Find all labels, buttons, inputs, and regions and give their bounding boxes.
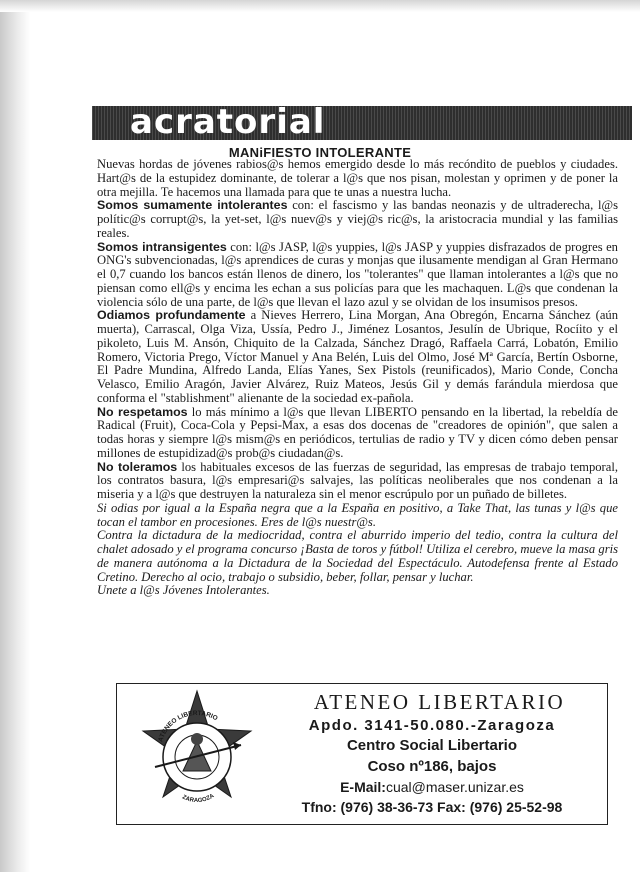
paragraph-text: con: el fascismo y las bandas neonazis y de ultraderecha, l@s polític@s corrupt@s, la yet-set, l@s nuev@s y viej@s ric@s, la aristocracia mundial y las familias reales. xyxy=(97,198,618,240)
logo-text-bottom xyxy=(181,793,216,804)
banner-word: acratorial xyxy=(130,102,326,142)
scan-shadow-left xyxy=(0,0,30,872)
fax-label: Fax: xyxy=(437,799,466,815)
paragraph-intransigentes xyxy=(97,241,618,310)
ateneo-star-logo xyxy=(137,689,257,819)
card-title: ATENEO LIBERTARIO xyxy=(313,690,566,714)
closing-line-1: Si odias por igual a la España negra que a la España en positivo, a Take That, las tunas y l@s que tocan el tambor en procesiones. Eres de l@s nuestr@s. xyxy=(97,500,618,529)
logo-text-top-path: ATENEO LIBERTARIO xyxy=(157,709,219,743)
paragraph-text: a Nieves Herrero, Lina Morgan, Ana Obregón, Encarna Sánchez (aún muerta), Carrascal, Olga Viza, Ussía, Pedro J., Jiménez Losantos, Jesulín de Ubrique, Rocíito y el pikoleto, Luis M. Ansón, Chiquito de la Calzada, Sánchez Dragó, Raffaela Carrá, Lobatón, Emilio Romero, Victoria Prego, Víctor Manuel y Ana Belén, Luis del Olmo, José Mª García, Bertín Osborne, El Padre Mundina, Alfredo Landa, Elías Yanes, Sex Pistols (reunificados), Mario Conde, Concha Velasco, Emilio Aragón, Javier Alvárez, Ruiz Mateos, Jesús Gil y demás farándula mierdosa que conforma el "stablishment" alienante de la sociedad ex-pañola. xyxy=(97,308,618,405)
street-address: Coso nº186, bajos xyxy=(367,758,497,775)
acratorial-banner xyxy=(92,102,632,142)
paragraph-odiamos xyxy=(97,309,618,405)
page-title: MANiFIESTO INTOLERANTE xyxy=(228,145,412,160)
fax-value: (976) 25-52-98 xyxy=(465,799,563,815)
paragraph-lead: Somos intransigentes xyxy=(97,239,227,254)
logo-text-bottom-path: ZARAGOZA xyxy=(181,793,216,805)
paragraph-intro xyxy=(97,158,618,199)
closing-line-3: Unete a l@s Jóvenes Intolerantes. xyxy=(97,583,270,598)
manifesto-body xyxy=(97,158,618,598)
scan-shadow-top xyxy=(0,0,640,12)
paragraph-text: con: l@s JASP, l@s yuppies, l@s JASP y yuppies disfrazados de progres en ONG's subvencionadas, l@s aprendices de curas y monjas que ilusamente mendigan al Gran Hermano el 0,7 cuando los bancos están llenos de dinero, los "tolerantes" que llaman intolerantes a l@s que no piensan como ell@s y encima les echan a sus policías para que les machaquen. L@s que condenan la violencia sólo de una parte, de l@s que llevan el lazo azul y se olvidan de los insumisos presos. xyxy=(97,239,618,309)
postal-address: Apdo. 3141-50.080.-Zaragoza xyxy=(308,717,556,734)
closing-line-2: Contra la dictadura de la mediocridad, contra el aburrido imperio del tedio, contra la cultura del chalet adosado y el programa concurso ¡Basta de toros y fútbol! Utiliza el cerebro, mueve la masa gris de manera autónoma a la Dictadura de la Sociedad del Espectáculo. Autodefensa frente al Estado Cretino. Derecho al ocio, trabajo o subsidio, beber, follar, pensar y luchar. xyxy=(97,528,618,584)
email-label: E-Mail: xyxy=(340,779,386,795)
email-line xyxy=(257,779,607,795)
tfno-label: Tfno: xyxy=(301,799,337,815)
paragraph-text: los habituales excesos de las fuerzas de seguridad, las empresas de trabajo temporal, los contratos basura, l@s empresari@s salvajes, las políticas neoliberales que nos condenan a la miseria y a l@s que destruyen la naturaleza sin el menor escrúpulo por un puñado de billetes. xyxy=(97,459,618,501)
contact-card xyxy=(116,683,608,825)
paragraph-lead: Odiamos profundamente xyxy=(97,308,246,323)
paragraph-text: lo más mínimo a l@s que llevan LIBERTO pensando en la libertad, la rebeldía de Radical (Fruit), Coca-Cola y Pepsi-Max, a esas dos docenas de "creadores de opinión", que salen a todas horas y siempre l@s mism@s en periódicos, tertulias de radio y TV y dicen cómo deben pensar millones de estupidizad@s prob@s ciudadan@s. xyxy=(97,404,618,460)
email-link[interactable]: cual@maser.unizar.es xyxy=(385,779,524,795)
centro-name: Centro Social Libertario xyxy=(346,737,518,754)
phone-line xyxy=(257,799,607,815)
paragraph-lead: No toleramos xyxy=(97,459,178,474)
paragraph-no-toleramos xyxy=(97,461,618,502)
paragraph-lead: Somos sumamente intolerantes xyxy=(97,198,288,213)
paragraph-lead: No respetamos xyxy=(97,404,188,419)
paragraph-intolerantes xyxy=(97,199,618,240)
tfno-value: (976) 38-36-73 xyxy=(336,799,438,815)
paragraph-no-respetamos xyxy=(97,406,618,461)
paragraph-text: Nuevas hordas de jóvenes rabios@s hemos emergido desde lo más recóndito de pueblos y ciudades. Hart@s de la estupidez dominante, de tolerar a l@s que nos pisan, molestan y oprimen y de poner la otra mejilla. Te hacemos una llamada para que te unas a nuestra lucha. xyxy=(97,157,618,199)
